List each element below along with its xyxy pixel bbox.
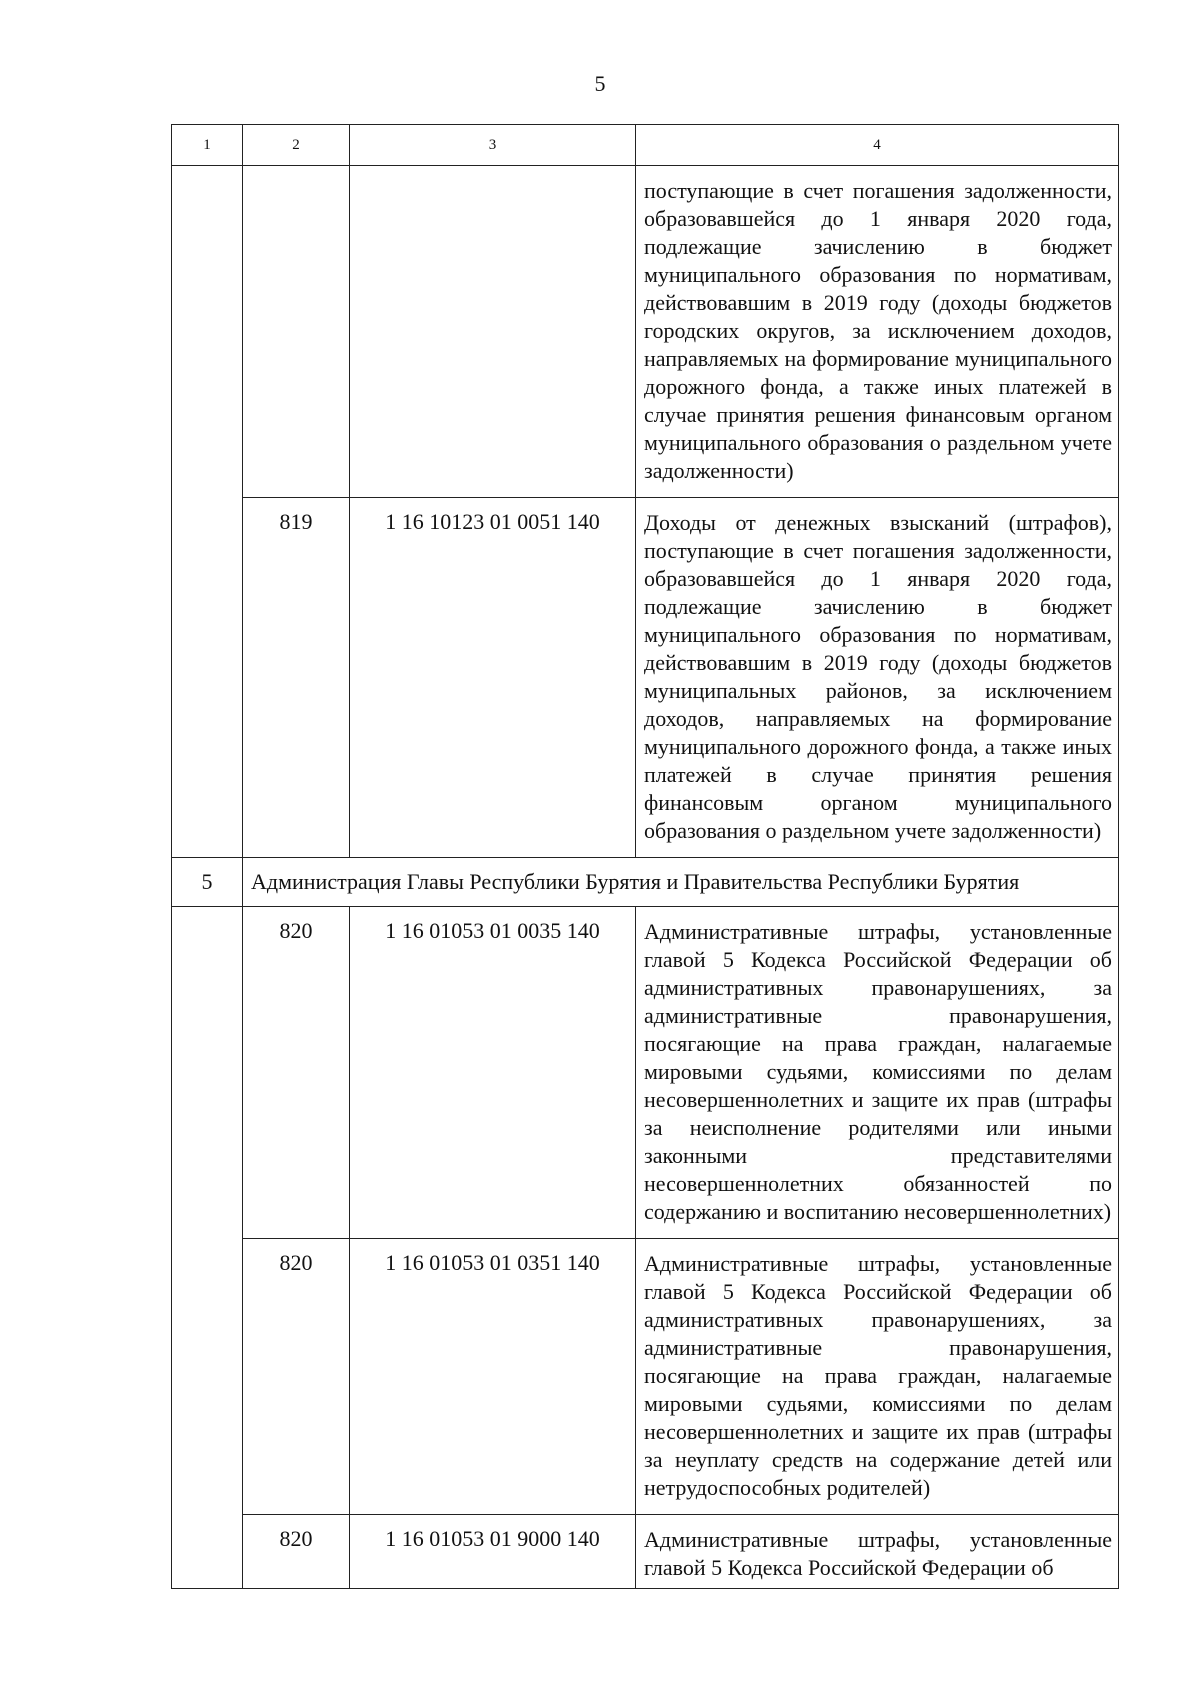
table-row: [172, 166, 1119, 498]
table-row: [172, 907, 1119, 1239]
table-row: [172, 1239, 1119, 1515]
section-number: 5: [172, 858, 243, 907]
page-number: 5: [594, 71, 606, 96]
column-header: 2: [243, 125, 350, 166]
row-number-cell: [172, 907, 243, 1589]
section-title: Администрация Главы Республики Бурятия и Правительства Республики Бурятия: [243, 858, 1119, 907]
revenue-code-cell: 1 16 10123 01 0051 140: [350, 498, 636, 858]
revenue-code-cell: 1 16 01053 01 0035 140: [350, 907, 636, 1239]
revenue-code-cell: [350, 166, 636, 498]
table-header-row: [172, 125, 1119, 166]
row-number-cell: [172, 166, 243, 858]
admin-code-cell: 819: [243, 498, 350, 858]
table-row: [172, 498, 1119, 858]
revenue-code-cell: 1 16 01053 01 9000 140: [350, 1515, 636, 1589]
admin-code-cell: 820: [243, 1239, 350, 1515]
revenue-description-cell: Административные штрафы, установленные главой 5 Кодекса Российской Федерации об административных правонарушениях, за административные правонарушения, посягающие на права граждан, налагаемые мировыми судьями, комиссиями по делам несовершеннолетних и защите их прав (штрафы за неисполнение родителями или иными законными представителями несовершеннолетних обязанностей по содержанию и воспитанию несовершеннолетних): [636, 907, 1119, 1239]
revenue-description-cell: Административные штрафы, установленные главой 5 Кодекса Российской Федерации об: [636, 1515, 1119, 1589]
revenue-description-cell: Доходы от денежных взысканий (штрафов), поступающие в счет погашения задолженности, образовавшейся до 1 января 2020 года, подлежащие зачислению в бюджет муниципального образования по нормативам, действовавшим в 2019 году (доходы бюджетов муниципальных районов, за исключением доходов, направляемых на формирование муниципального дорожного фонда, а также иных платежей в случае принятия решения финансовым органом муниципального образования о раздельном учете задолженности): [636, 498, 1119, 858]
revenue-codes-table: [171, 124, 1119, 1589]
admin-code-cell: 820: [243, 1515, 350, 1589]
revenue-description-cell: поступающие в счет погашения задолженности, образовавшейся до 1 января 2020 года, подлежащие зачислению в бюджет муниципального образования по нормативам, действовавшим в 2019 году (доходы бюджетов городских округов, за исключением доходов, направляемых на формирование муниципального дорожного фонда, а также иных платежей в случае принятия решения финансовым органом муниципального образования о раздельном учете задолженности): [636, 166, 1119, 498]
revenue-description-cell: Административные штрафы, установленные главой 5 Кодекса Российской Федерации об административных правонарушениях, за административные правонарушения, посягающие на права граждан, налагаемые мировыми судьями, комиссиями по делам несовершеннолетних и защите их прав (штрафы за неуплату средств на содержание детей или нетрудоспособных родителей): [636, 1239, 1119, 1515]
admin-code-cell: 820: [243, 907, 350, 1239]
column-header: 3: [350, 125, 636, 166]
column-header: 1: [172, 125, 243, 166]
section-header-row: [172, 858, 1119, 907]
revenue-code-cell: 1 16 01053 01 0351 140: [350, 1239, 636, 1515]
admin-code-cell: [243, 166, 350, 498]
column-header: 4: [636, 125, 1119, 166]
table-row: [172, 1515, 1119, 1589]
